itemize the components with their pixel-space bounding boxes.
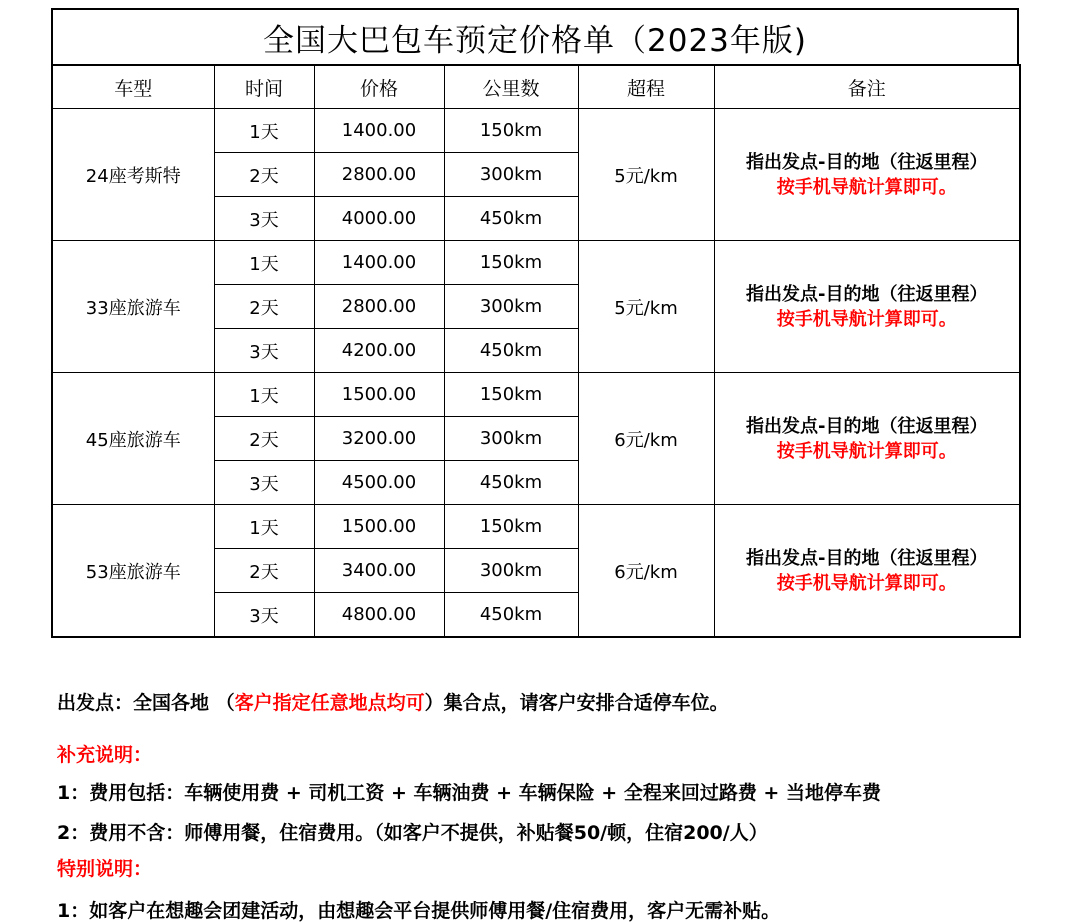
supplement-heading: 补充说明：	[57, 744, 153, 766]
time-cell: 1天	[214, 109, 314, 153]
vehicle-cell: 45座旅游车	[52, 373, 214, 505]
price-cell: 2800.00	[314, 285, 444, 329]
special-heading: 特别说明：	[57, 858, 153, 880]
departure-line	[57, 688, 729, 715]
remarks-line-1: 指出发点-目的地（往返里程）	[746, 151, 988, 173]
km-cell: 450km	[444, 197, 578, 241]
km-cell: 150km	[444, 241, 578, 285]
km-cell: 150km	[444, 109, 578, 153]
km-cell: 300km	[444, 153, 578, 197]
km-cell: 300km	[444, 285, 578, 329]
header-km: 公里数	[444, 65, 578, 109]
page-title: 全国大巴包车预定价格单（2023年版)	[51, 8, 1019, 64]
time-cell: 2天	[214, 285, 314, 329]
table-row	[52, 505, 1020, 549]
remarks-line-2: 按手机导航计算即可。	[776, 572, 957, 594]
vehicle-cell: 33座旅游车	[52, 241, 214, 373]
time-cell: 2天	[214, 549, 314, 593]
table-row	[52, 241, 1020, 285]
price-cell: 4500.00	[314, 461, 444, 505]
overage-cell: 5元/km	[578, 109, 714, 241]
overage-cell: 5元/km	[578, 241, 714, 373]
price-sheet	[51, 8, 1019, 638]
header-time: 时间	[214, 65, 314, 109]
remarks-cell	[714, 505, 1020, 638]
time-cell: 1天	[214, 241, 314, 285]
time-cell: 2天	[214, 417, 314, 461]
price-cell: 2800.00	[314, 153, 444, 197]
overage-cell: 6元/km	[578, 373, 714, 505]
time-cell: 3天	[214, 461, 314, 505]
header-overage: 超程	[578, 65, 714, 109]
remarks-cell	[714, 109, 1020, 241]
departure-prefix: 出发点：全国各地 （	[57, 692, 235, 714]
price-cell: 1500.00	[314, 505, 444, 549]
departure-highlight: 客户指定任意地点均可	[234, 692, 425, 714]
header-vehicle: 车型	[52, 65, 214, 109]
vehicle-cell: 24座考斯特	[52, 109, 214, 241]
supplement-item-2: 2：费用不含：师傅用餐，住宿费用。（如客户不提供，补贴餐50/顿，住宿200/人）	[57, 822, 768, 844]
departure-suffix: ）集合点，请客户安排合适停车位。	[424, 692, 729, 714]
remarks-line-2: 按手机导航计算即可。	[776, 308, 957, 330]
price-cell: 3400.00	[314, 549, 444, 593]
km-cell: 450km	[444, 593, 578, 638]
remarks-line-1: 指出发点-目的地（往返里程）	[746, 415, 988, 437]
km-cell: 150km	[444, 373, 578, 417]
remarks-cell	[714, 373, 1020, 505]
table-row	[52, 109, 1020, 153]
price-cell: 1400.00	[314, 109, 444, 153]
price-cell: 1400.00	[314, 241, 444, 285]
header-price: 价格	[314, 65, 444, 109]
km-cell: 450km	[444, 461, 578, 505]
time-cell: 3天	[214, 197, 314, 241]
time-cell: 1天	[214, 373, 314, 417]
price-cell: 4000.00	[314, 197, 444, 241]
time-cell: 1天	[214, 505, 314, 549]
supplement-item-1: 1：费用包括：车辆使用费 + 司机工资 + 车辆油费 + 车辆保险 + 全程来回过路费 + 当地停车费	[57, 782, 881, 804]
remarks-line-2: 按手机导航计算即可。	[776, 440, 957, 462]
remarks-line-2: 按手机导航计算即可。	[776, 176, 957, 198]
time-cell: 2天	[214, 153, 314, 197]
remarks-cell	[714, 241, 1020, 373]
km-cell: 450km	[444, 329, 578, 373]
price-cell: 1500.00	[314, 373, 444, 417]
overage-cell: 6元/km	[578, 505, 714, 638]
time-cell: 3天	[214, 329, 314, 373]
remarks-line-1: 指出发点-目的地（往返里程）	[746, 547, 988, 569]
time-cell: 3天	[214, 593, 314, 638]
km-cell: 300km	[444, 417, 578, 461]
price-table	[51, 64, 1021, 638]
special-item-1: 1：如客户在想趣会团建活动，由想趣会平台提供师傅用餐/住宿费用，客户无需补贴。	[57, 900, 781, 922]
price-cell: 4800.00	[314, 593, 444, 638]
header-remarks: 备注	[714, 65, 1020, 109]
price-cell: 3200.00	[314, 417, 444, 461]
table-row	[52, 373, 1020, 417]
km-cell: 150km	[444, 505, 578, 549]
vehicle-cell: 53座旅游车	[52, 505, 214, 638]
km-cell: 300km	[444, 549, 578, 593]
price-cell: 4200.00	[314, 329, 444, 373]
remarks-line-1: 指出发点-目的地（往返里程）	[746, 283, 988, 305]
table-header-row	[52, 65, 1020, 109]
